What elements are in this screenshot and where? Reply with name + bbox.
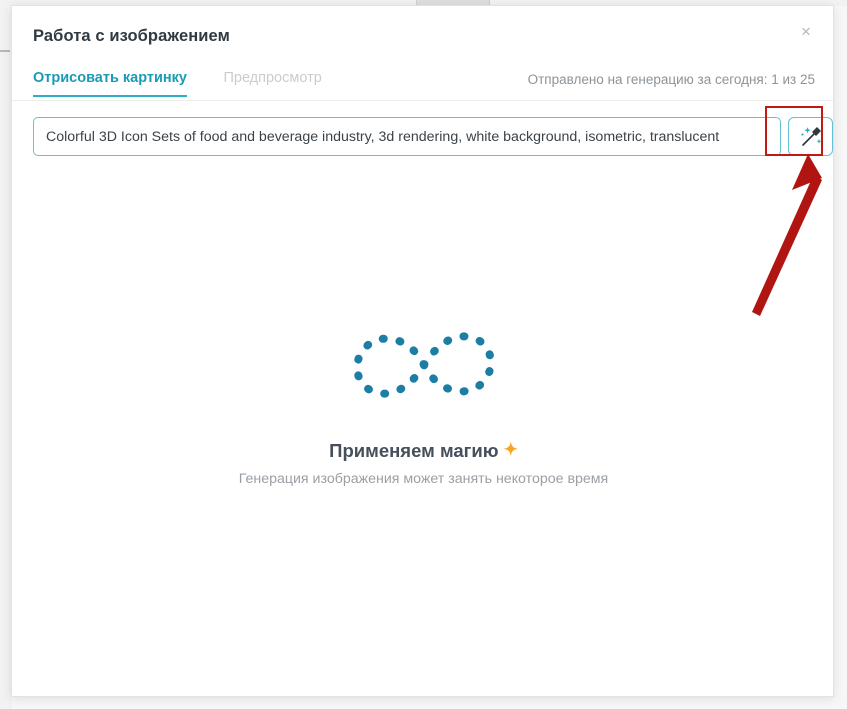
- background-divider: [0, 50, 10, 52]
- magic-wand-icon: [798, 124, 824, 150]
- loading-block: [12, 311, 835, 487]
- close-icon[interactable]: ×: [801, 22, 811, 41]
- infinity-dotted-spinner: [324, 311, 524, 419]
- page-title: Работа с изображением: [33, 27, 230, 45]
- tab-preview[interactable]: Предпросмотр: [223, 70, 322, 86]
- image-dialog: [11, 5, 834, 697]
- tab-draw-image[interactable]: Отрисовать картинку: [33, 70, 187, 97]
- tab-divider: [12, 100, 833, 101]
- magic-wand-button[interactable]: [788, 117, 833, 156]
- loading-title: [12, 440, 835, 462]
- generation-quota-text: Отправлено на генерацию за сегодня: 1 из 25: [527, 72, 815, 87]
- prompt-input[interactable]: [33, 117, 781, 156]
- loading-subtitle: Генерация изображения может занять некоторое время: [238, 471, 609, 487]
- prompt-row: [33, 117, 814, 156]
- loading-title-text: Применяем магию: [329, 440, 499, 461]
- sparkle-icon: ✦: [503, 440, 518, 459]
- tab-bar: [33, 69, 354, 101]
